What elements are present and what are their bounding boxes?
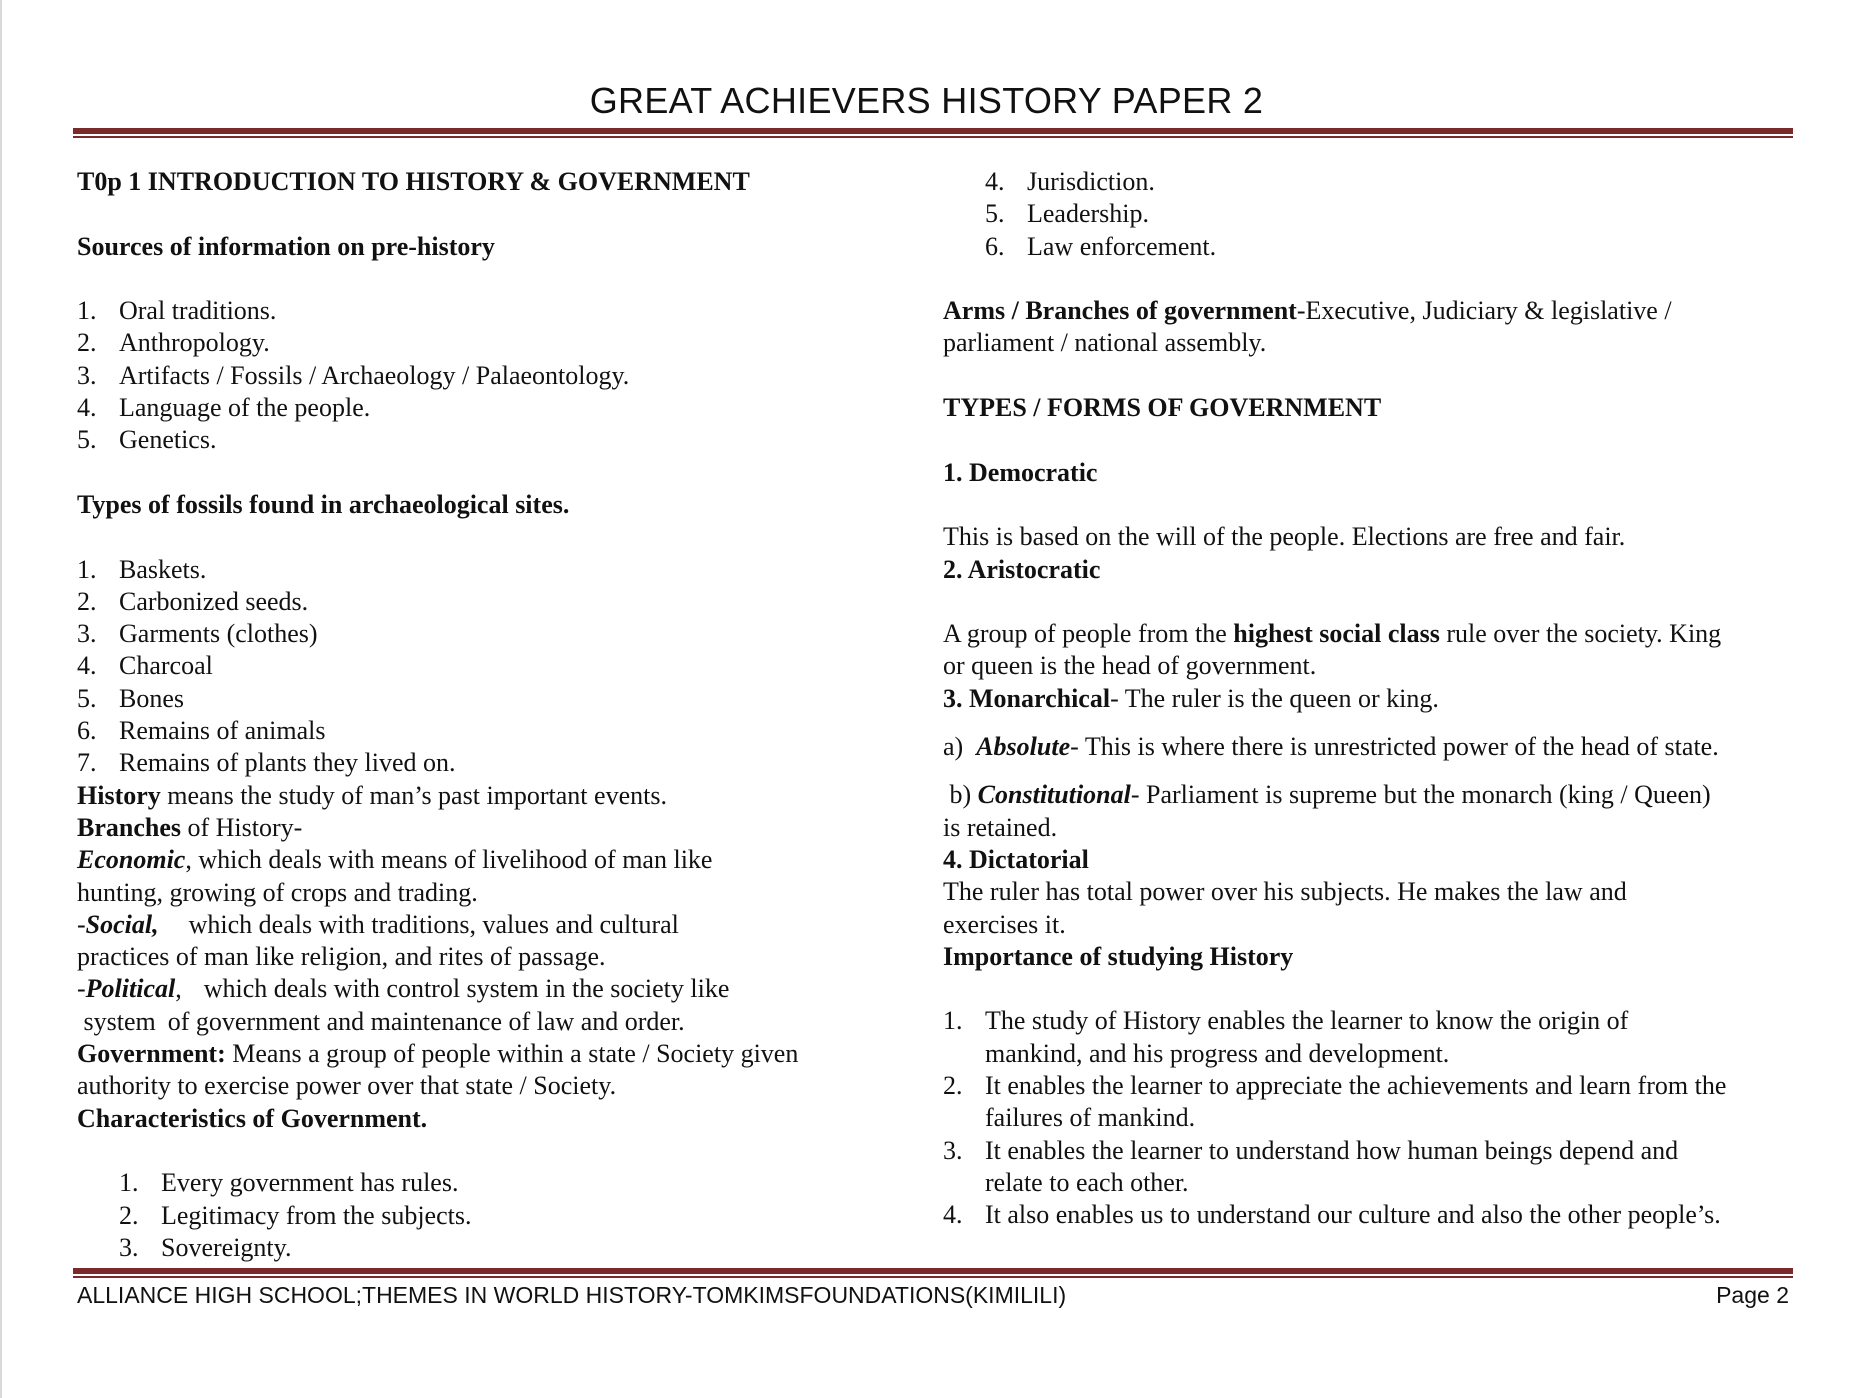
- sources-list: [77, 295, 897, 456]
- footer-school-text: ALLIANCE HIGH SCHOOL;THEMES IN WORLD HISTORY-TOMKIMSFOUNDATIONS(KIMILILI): [77, 1282, 1067, 1308]
- right-column: [943, 166, 1793, 1232]
- importance-heading: Importance of studying History: [943, 941, 1294, 971]
- government-definition: Government: Means a group of people within a state / Society given: [77, 1039, 799, 1069]
- aristocratic-heading: 2. Aristocratic: [943, 554, 1101, 584]
- list-item: 5. Leadership.: [985, 199, 1150, 229]
- types-heading: TYPES / FORMS OF GOVERNMENT: [943, 393, 1382, 423]
- list-item: 2. Anthropology.: [77, 328, 270, 358]
- constitutional-monarchy-cont: is retained.: [943, 812, 1058, 842]
- list-item: 2. It enables the learner to appreciate the achievements and learn from the failures of mankind.: [943, 1071, 1727, 1133]
- democratic-text: This is based on the will of the people. Elections are free and fair.: [943, 522, 1626, 552]
- branches-line: Branches of History-: [77, 812, 303, 842]
- economic-branch-cont: hunting, growing of crops and trading.: [77, 877, 478, 907]
- dictatorial-text-cont: exercises it.: [943, 909, 1066, 939]
- list-item: 1. The study of History enables the learner to know the origin of mankind, and his progress and development.: [943, 1006, 1629, 1068]
- democratic-heading: 1. Democratic: [943, 457, 1098, 487]
- left-column: [77, 166, 897, 1264]
- list-item: 1. Oral traditions.: [77, 296, 277, 326]
- page-number: Page 2: [1716, 1282, 1789, 1308]
- page-edge: [0, 0, 2, 1398]
- list-item: 3. It enables the learner to understand how human beings depend and relate to each other.: [943, 1135, 1679, 1197]
- government-definition-cont: authority to exercise power over that state / Society.: [77, 1071, 617, 1101]
- dictatorial-heading: 4. Dictatorial: [943, 844, 1089, 874]
- list-item: 3. Garments (clothes): [77, 619, 318, 649]
- characteristics-heading: Characteristics of Government.: [77, 1103, 428, 1133]
- footer-rule-thin: [73, 1276, 1793, 1278]
- economic-branch: Economic, which deals with means of livelihood of man like: [77, 845, 713, 875]
- characteristics-list: [119, 1167, 897, 1264]
- list-item: 3. Sovereignty.: [119, 1232, 292, 1262]
- social-branch: -Social, which deals with traditions, values and cultural: [77, 909, 679, 939]
- absolute-monarchy: a) Absolute- This is where there is unrestricted power of the head of state.: [943, 732, 1719, 762]
- list-item: 4. Jurisdiction.: [985, 167, 1155, 196]
- aristocratic-text-cont: or queen is the head of government.: [943, 651, 1317, 681]
- arms-of-government-cont: parliament / national assembly.: [943, 328, 1267, 358]
- fossils-list: [77, 554, 897, 780]
- list-item: 4. Charcoal: [77, 651, 213, 681]
- dictatorial-text: The ruler has total power over his subjects. He makes the law and: [943, 877, 1627, 907]
- aristocratic-text: A group of people from the highest social class rule over the society. King: [943, 619, 1722, 649]
- political-branch-cont: system of government and maintenance of law and order.: [83, 1006, 685, 1036]
- list-item: 6. Law enforcement.: [985, 231, 1217, 261]
- arms-of-government: Arms / Branches of government-Executive, Judiciary & legislative /: [943, 296, 1672, 326]
- list-item: 4. Language of the people.: [77, 393, 371, 423]
- political-branch: -Political, which deals with control system in the society like: [77, 974, 730, 1004]
- list-item: 5. Bones: [77, 683, 184, 713]
- list-item: 7. Remains of plants they lived on.: [77, 748, 456, 778]
- list-item: 2. Legitimacy from the subjects.: [119, 1200, 472, 1230]
- topic-title: T0p 1 INTRODUCTION TO HISTORY & GOVERNMENT: [77, 167, 750, 196]
- history-definition: History means the study of man’s past important events.: [77, 780, 667, 810]
- social-branch-cont: practices of man like religion, and rites of passage.: [77, 942, 606, 972]
- fossils-heading: Types of fossils found in archaeological sites.: [77, 489, 570, 519]
- page-header-title: GREAT ACHIEVERS HISTORY PAPER 2: [589, 80, 1264, 121]
- monarchical-line: 3. Monarchical- The ruler is the queen or king.: [943, 683, 1439, 713]
- header-rule-thick: [73, 128, 1793, 134]
- list-item: 3. Artifacts / Fossils / Archaeology / Palaeontology.: [77, 360, 630, 390]
- importance-list: [943, 1005, 1793, 1231]
- list-item: 6. Remains of animals: [77, 716, 326, 746]
- list-item: 2. Carbonized seeds.: [77, 586, 309, 616]
- constitutional-monarchy: b) Constitutional- Parliament is supreme but the monarch (king / Queen): [949, 780, 1711, 810]
- list-item: 1. Baskets.: [77, 554, 207, 584]
- characteristics-list-cont: [985, 166, 1793, 263]
- sources-heading: Sources of information on pre-history: [77, 231, 495, 261]
- list-item: 1. Every government has rules.: [119, 1168, 459, 1198]
- header-rule-thin: [73, 136, 1793, 138]
- list-item: 4. It also enables us to understand our culture and also the other people’s.: [943, 1200, 1721, 1230]
- footer-rule-thick: [73, 1268, 1793, 1274]
- list-item: 5. Genetics.: [77, 425, 217, 455]
